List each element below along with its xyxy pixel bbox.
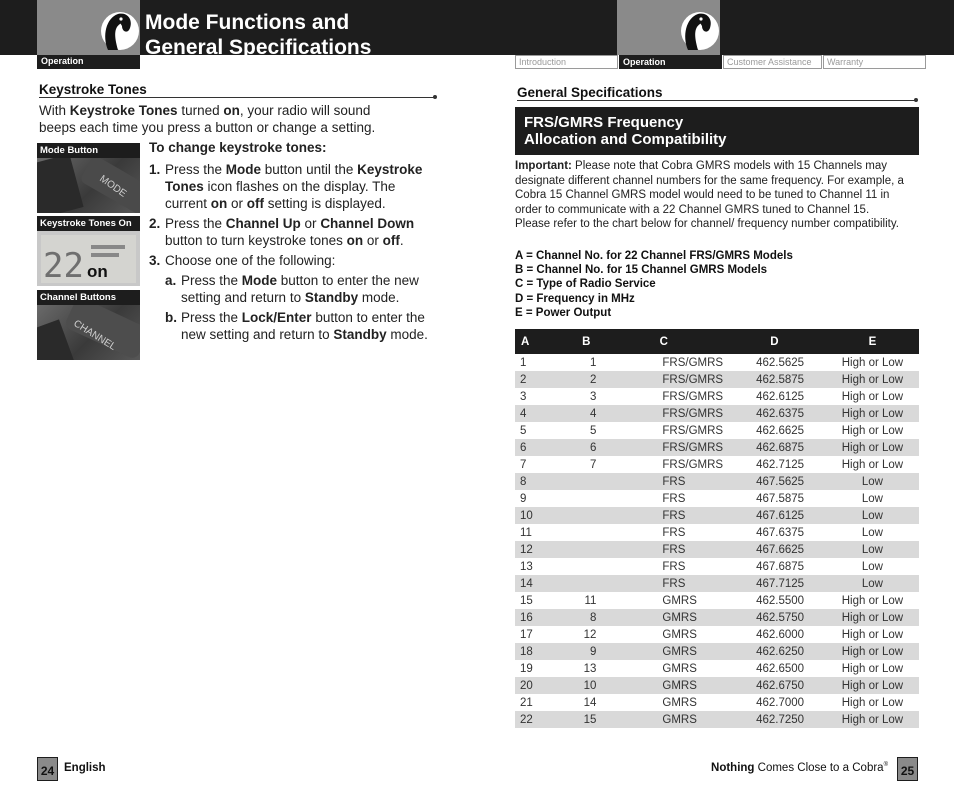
cell-frequency: 462.6875 bbox=[723, 439, 826, 456]
cell-service-type: FRS/GMRS bbox=[604, 405, 723, 422]
cell-power-output: High or Low bbox=[841, 458, 904, 471]
cell-power-output: High or Low bbox=[826, 711, 919, 728]
cell-service-type: FRS/GMRS bbox=[604, 371, 723, 388]
cell-service-type: GMRS bbox=[662, 696, 697, 709]
frequency-table bbox=[515, 329, 919, 728]
cell-service-type: FRS/GMRS bbox=[662, 390, 724, 403]
heading-rule-dot bbox=[433, 95, 437, 99]
cell-power-output: High or Low bbox=[826, 677, 919, 694]
cell-channel-22: 16 bbox=[515, 609, 553, 626]
cell-service-type: GMRS bbox=[604, 643, 723, 660]
header-band bbox=[0, 0, 954, 55]
nav-tab-customer-assistance[interactable]: Customer Assistance bbox=[723, 55, 822, 69]
heading-rule-dot bbox=[914, 98, 918, 102]
cell-channel-22: 7 bbox=[520, 458, 527, 471]
cell-power-output: High or Low bbox=[826, 405, 919, 422]
box-title-line-1: FRS/GMRS Frequency bbox=[524, 114, 684, 131]
table-row bbox=[515, 371, 919, 388]
cell-channel-15 bbox=[553, 507, 605, 524]
table-row bbox=[515, 643, 919, 660]
table-row bbox=[515, 473, 919, 490]
cell-frequency: 462.5625 bbox=[756, 356, 805, 369]
cell-power-output: Low bbox=[826, 473, 919, 490]
cell-frequency: 462.6625 bbox=[756, 424, 805, 437]
table-row bbox=[515, 422, 919, 439]
cell-channel-22: 1 bbox=[520, 356, 527, 369]
cell-service-type: FRS bbox=[662, 526, 686, 539]
step-3a: a. Press the Mode button to enter the new setting and return to Standby mode. bbox=[165, 273, 419, 305]
lcd-on-indicator: on bbox=[87, 262, 108, 281]
cell-power-output: High or Low bbox=[841, 662, 904, 675]
column-header-e: E bbox=[826, 329, 919, 354]
table-row bbox=[515, 490, 919, 507]
cell-power-output: High or Low bbox=[841, 594, 904, 607]
image-caption: Channel Buttons bbox=[37, 290, 140, 305]
title-line-1: Mode Functions and bbox=[145, 11, 350, 34]
step-1: 1. Press the Mode button until the Keystroke Tones icon flashes on the display. The current on or off setting is displayed. bbox=[149, 162, 423, 211]
cell-channel-22: 17 bbox=[520, 628, 533, 641]
cell-channel-15: 5 bbox=[589, 424, 597, 437]
cell-service-type: FRS bbox=[604, 507, 723, 524]
cell-channel-22: 20 bbox=[515, 677, 553, 694]
nav-tab-operation[interactable]: Operation bbox=[619, 55, 722, 69]
cell-channel-22: 21 bbox=[520, 696, 533, 709]
step-3b: b. Press the Lock/Enter button to enter the new setting and return to Standby mode. bbox=[165, 310, 428, 342]
cell-channel-15 bbox=[553, 524, 605, 541]
cell-frequency: 462.7125 bbox=[756, 458, 805, 471]
footer-language: English bbox=[64, 762, 106, 774]
cell-channel-22: 6 bbox=[515, 439, 553, 456]
cell-frequency: 462.6125 bbox=[756, 390, 805, 403]
steps-lead: To change keystroke tones: bbox=[149, 140, 327, 155]
cell-service-type: GMRS bbox=[604, 711, 723, 728]
table-row bbox=[515, 388, 919, 405]
cell-channel-15: 13 bbox=[583, 662, 597, 675]
image-caption: Keystroke Tones On bbox=[37, 216, 140, 231]
cell-service-type: FRS/GMRS bbox=[604, 439, 723, 456]
cell-frequency: 462.6000 bbox=[756, 628, 805, 641]
cell-channel-15: 6 bbox=[553, 439, 605, 456]
cell-channel-15: 2 bbox=[553, 371, 605, 388]
cell-channel-15: 1 bbox=[589, 356, 597, 369]
column-header-b: B bbox=[553, 329, 605, 354]
table-row bbox=[515, 541, 919, 558]
page-number-left: 24 bbox=[37, 757, 58, 781]
cell-channel-15: 8 bbox=[553, 609, 605, 626]
step-2: 2. Press the Channel Up or Channel Down button to turn keystroke tones on or off. bbox=[149, 216, 415, 248]
cell-channel-15: 11 bbox=[584, 594, 597, 607]
mode-label-on-radio: MODE bbox=[97, 173, 129, 200]
cell-channel-15 bbox=[553, 558, 605, 575]
cell-service-type: FRS bbox=[604, 541, 723, 558]
cell-power-output: Low bbox=[861, 526, 883, 539]
table-row bbox=[515, 609, 919, 626]
footer-tagline: Nothing Comes Close to a Cobra® bbox=[711, 762, 888, 774]
cell-channel-22: 2 bbox=[515, 371, 553, 388]
legend-item: A = Channel No. for 22 Channel FRS/GMRS Models bbox=[515, 250, 793, 262]
cell-channel-15: 12 bbox=[583, 628, 597, 641]
cell-frequency: 462.7250 bbox=[723, 711, 826, 728]
cell-power-output: Low bbox=[861, 560, 883, 573]
cell-frequency: 467.5625 bbox=[723, 473, 826, 490]
cell-power-output: High or Low bbox=[841, 390, 904, 403]
cell-power-output: High or Low bbox=[826, 643, 919, 660]
cell-frequency: 467.5875 bbox=[756, 492, 805, 505]
image-caption: Mode Button bbox=[37, 143, 140, 158]
cell-channel-15 bbox=[553, 473, 605, 490]
keystroke-tones-heading: Keystroke Tones bbox=[39, 82, 147, 97]
cell-service-type: GMRS bbox=[604, 677, 723, 694]
cell-power-output: Low bbox=[861, 492, 883, 505]
cell-power-output: Low bbox=[826, 507, 919, 524]
cell-frequency: 467.7125 bbox=[723, 575, 826, 592]
page-title bbox=[145, 10, 371, 60]
nav-tab-warranty[interactable]: Warranty bbox=[823, 55, 926, 69]
table-row bbox=[515, 677, 919, 694]
box-title-line-2: Allocation and Compatibility bbox=[524, 131, 727, 148]
table-row bbox=[515, 456, 919, 473]
cell-service-type: GMRS bbox=[662, 628, 697, 641]
cell-power-output: High or Low bbox=[826, 439, 919, 456]
cell-frequency: 462.6375 bbox=[723, 405, 826, 422]
table-row bbox=[515, 592, 919, 609]
cell-channel-22: 22 bbox=[515, 711, 553, 728]
cell-power-output: High or Low bbox=[841, 628, 904, 641]
table-row bbox=[515, 439, 919, 456]
cell-channel-15: 3 bbox=[589, 390, 597, 403]
cell-channel-15: 14 bbox=[583, 696, 597, 709]
legend-item: C = Type of Radio Service bbox=[515, 278, 656, 291]
mode-button-photo bbox=[37, 158, 140, 213]
table-row bbox=[515, 660, 919, 677]
table-body bbox=[515, 354, 919, 728]
page-number-right: 25 bbox=[897, 757, 918, 781]
column-legend bbox=[515, 249, 793, 320]
cell-frequency: 462.6500 bbox=[756, 662, 805, 675]
cell-service-type: FRS bbox=[662, 560, 686, 573]
cell-frequency: 462.5750 bbox=[723, 609, 826, 626]
cell-channel-15: 9 bbox=[553, 643, 605, 660]
cobra-logo-icon bbox=[94, 6, 140, 52]
heading-rule bbox=[39, 97, 435, 98]
cell-channel-22: 3 bbox=[520, 390, 527, 403]
table-row bbox=[515, 626, 919, 643]
general-specifications-heading: General Specifications bbox=[517, 85, 663, 100]
cell-service-type: GMRS bbox=[662, 662, 697, 675]
cell-channel-15: 10 bbox=[553, 677, 605, 694]
cell-frequency: 467.6875 bbox=[756, 560, 805, 573]
cell-frequency: 467.6625 bbox=[723, 541, 826, 558]
nav-tab-introduction[interactable]: Introduction bbox=[515, 55, 618, 69]
channel-buttons-photo bbox=[37, 305, 140, 360]
cell-frequency: 462.6250 bbox=[723, 643, 826, 660]
cell-channel-22: 14 bbox=[515, 575, 553, 592]
frequency-allocation-box bbox=[515, 107, 919, 155]
keystroke-tones-on-image bbox=[37, 216, 140, 286]
cell-frequency: 462.7000 bbox=[756, 696, 805, 709]
cell-frequency: 462.5875 bbox=[723, 371, 826, 388]
keystroke-intro: With Keystroke Tones turned on, your radio will sound beeps each time you press a button or change a setting. bbox=[39, 103, 376, 135]
cell-channel-22: 5 bbox=[520, 424, 527, 437]
cell-channel-22: 4 bbox=[515, 405, 553, 422]
cell-power-output: High or Low bbox=[841, 424, 904, 437]
cell-channel-22: 15 bbox=[520, 594, 533, 607]
cell-service-type: FRS bbox=[604, 575, 723, 592]
cell-channel-22: 8 bbox=[515, 473, 553, 490]
legend-item: E = Power Output bbox=[515, 306, 612, 319]
cell-frequency: 462.6750 bbox=[723, 677, 826, 694]
table-row bbox=[515, 354, 919, 371]
cell-service-type: FRS/GMRS bbox=[662, 424, 724, 437]
title-line-2: General Specifications bbox=[145, 36, 372, 59]
heading-rule bbox=[517, 100, 917, 101]
section-tab-operation[interactable]: Operation bbox=[37, 55, 140, 69]
cell-frequency: 462.5500 bbox=[756, 594, 805, 607]
cell-channel-15 bbox=[553, 575, 605, 592]
channel-buttons-image bbox=[37, 290, 140, 360]
cell-power-output: High or Low bbox=[826, 609, 919, 626]
table-row bbox=[515, 524, 919, 541]
cell-frequency: 467.6125 bbox=[723, 507, 826, 524]
cobra-logo-icon bbox=[674, 6, 720, 52]
cell-channel-15: 4 bbox=[553, 405, 605, 422]
cell-channel-22: 13 bbox=[520, 560, 533, 573]
table-row bbox=[515, 711, 919, 728]
cell-channel-22: 11 bbox=[520, 526, 532, 539]
channel-label-on-radio: CHANNEL bbox=[71, 318, 118, 353]
important-note: Important: Please note that Cobra GMRS models with 15 Channels may designate different channel numbers for the same frequency. For example, a Cobra 15 Channel GMRS model would need to be tuned to Channel 11 in order to communicate with a 22 Channel GMRS tuned to Channel 15. Please refer to the chart below for channel/ frequency number compatibility. bbox=[515, 160, 904, 230]
column-header-c: C bbox=[604, 329, 723, 354]
column-header-d: D bbox=[723, 329, 826, 354]
cell-service-type: GMRS bbox=[604, 609, 723, 626]
table-row bbox=[515, 575, 919, 592]
cell-service-type: FRS/GMRS bbox=[662, 356, 724, 369]
cell-power-output: High or Low bbox=[826, 371, 919, 388]
step-3: 3. Choose one of the following: bbox=[149, 253, 336, 268]
lcd-display-photo bbox=[37, 231, 140, 286]
cell-channel-15: 7 bbox=[589, 458, 597, 471]
legend-item: D = Frequency in MHz bbox=[515, 292, 635, 305]
table-row bbox=[515, 405, 919, 422]
table-row bbox=[515, 558, 919, 575]
cell-channel-15 bbox=[553, 541, 605, 558]
cell-channel-22: 9 bbox=[520, 492, 527, 505]
keystroke-steps bbox=[149, 139, 439, 346]
cell-service-type: GMRS bbox=[662, 594, 697, 607]
cell-channel-22: 10 bbox=[515, 507, 553, 524]
column-header-a: A bbox=[515, 329, 553, 354]
cell-power-output: Low bbox=[826, 575, 919, 592]
cell-service-type: FRS bbox=[604, 473, 723, 490]
section-nav bbox=[515, 55, 927, 69]
cell-channel-15 bbox=[553, 490, 605, 507]
table-row bbox=[515, 507, 919, 524]
cell-power-output: High or Low bbox=[841, 696, 904, 709]
mode-button-image bbox=[37, 143, 140, 213]
cell-power-output: High or Low bbox=[841, 356, 904, 369]
lcd-channel-digits: 22 bbox=[43, 246, 84, 286]
cell-service-type: FRS/GMRS bbox=[662, 458, 724, 471]
cell-channel-22: 19 bbox=[520, 662, 533, 675]
cell-power-output: Low bbox=[826, 541, 919, 558]
cell-service-type: FRS bbox=[662, 492, 686, 505]
cell-frequency: 467.6375 bbox=[756, 526, 805, 539]
cell-channel-22: 18 bbox=[515, 643, 553, 660]
table-header-row bbox=[515, 329, 919, 354]
table-row bbox=[515, 694, 919, 711]
cell-channel-22: 12 bbox=[515, 541, 553, 558]
legend-item: B = Channel No. for 15 Channel GMRS Models bbox=[515, 264, 768, 277]
cell-channel-15: 15 bbox=[553, 711, 605, 728]
